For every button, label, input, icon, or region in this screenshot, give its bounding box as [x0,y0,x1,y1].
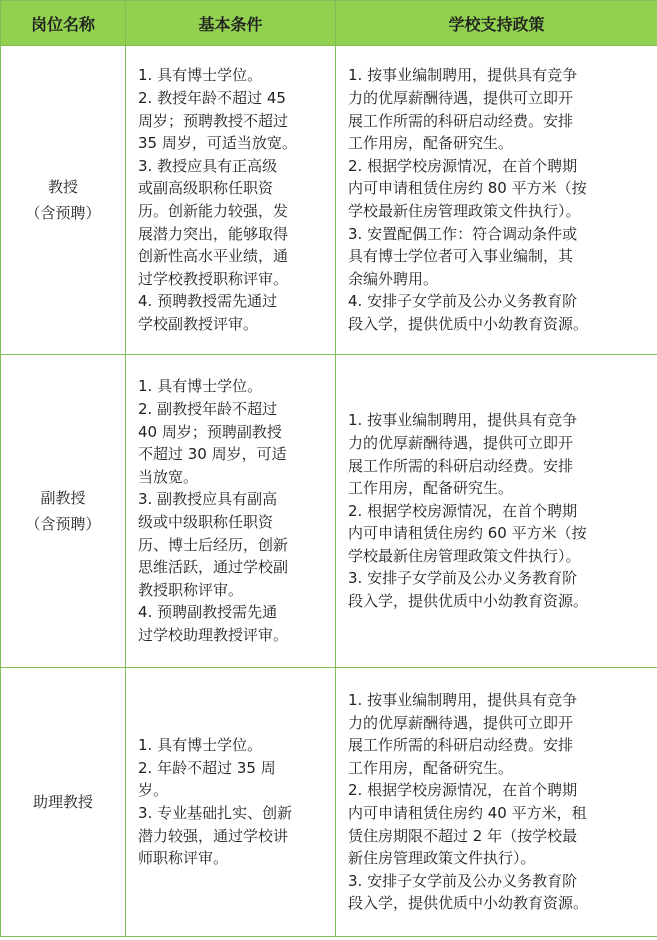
table-row [1,668,657,937]
table-row [1,355,657,668]
policies-line: 内可申请租赁住房约 60 平方米（按 [348,524,587,543]
conditions-line: 3. 教授应具有正高级 [138,156,278,175]
conditions-line: 历、博士后经历，创新 [138,535,289,554]
policies-line: 工作用房，配备研究生。 [348,479,514,498]
policies-line: 力的优厚薪酬待遇，提供可立即开 [348,433,574,452]
policies-line: 具有博士学位者可入事业编制，其 [348,247,574,266]
policies-cell [336,355,657,668]
conditions-line: 3. 副教授应具有副高 [138,490,278,509]
conditions-line: 3. 专业基础扎实、创新 [138,804,293,822]
policies-line: 内可申请租赁住房约 80 平方米（按 [348,179,587,198]
conditions-line: 潜力较强，通过学校讲 [138,826,289,845]
table-header-row [1,1,657,46]
conditions-line: 4. 预聘副教授需先通 [138,603,278,622]
conditions-line: 40 周岁；预聘副教授 [138,422,282,441]
policies-line: 内可申请租赁住房约 40 平方米，租 [348,804,587,822]
conditions-line: 或副高级职称任职资 [138,179,274,198]
conditions-line: 级或中级职称任职资 [138,513,274,531]
policies-line: 段入学，提供优质中小幼教育资源。 [348,894,589,913]
conditions-line: 过学校助理教授评审。 [138,625,289,644]
conditions-cell [126,46,336,355]
header-support-policies: 学校支持政策 [336,1,657,46]
policies-line: 段入学，提供优质中小幼教育资源。 [348,592,589,611]
conditions-line: 教授职称评审。 [138,580,244,599]
policies-line: 段入学，提供优质中小幼教育资源。 [348,314,589,333]
position-name-line: （含预聘） [25,204,101,222]
conditions-cell [126,668,336,937]
conditions-line: 历。创新能力较强，发 [138,202,289,220]
position-name-cell [1,46,126,355]
policies-line: 力的优厚薪酬待遇，提供可立即开 [348,89,574,108]
policies-cell [336,46,657,355]
policies-line: 展工作所需的科研启动经费。安排 [348,736,574,755]
conditions-line: 1. 具有博士学位。 [138,377,263,396]
policies-line: 展工作所需的科研启动经费。安排 [348,111,574,130]
conditions-line: 1. 具有博士学位。 [138,736,263,755]
conditions-line: 4. 预聘教授需先通过 [138,292,278,311]
policies-line: 1. 按事业编制聘用，提供具有竞争 [348,691,578,710]
conditions-line: 师职称评审。 [138,849,229,868]
conditions-line: 周岁；预聘教授不超过 [138,111,289,130]
policies-line: 力的优厚薪酬待遇，提供可立即开 [348,713,574,732]
policies-line: 学校最新住房管理政策文件执行）。 [348,202,581,220]
conditions-line: 当放宽。 [138,467,199,486]
policies-line: 4. 安排子女学前及公办义务教育阶 [348,292,578,311]
policies-line: 新住房管理政策文件执行）。 [348,849,536,868]
conditions-line: 展潜力突出，能够取得 [138,224,289,243]
conditions-line: 35 周岁，可适当放宽。 [138,134,297,153]
conditions-line: 学校副教授评审。 [138,314,259,333]
position-name-cell [1,355,126,668]
policies-cell [336,668,657,937]
position-name-line: 教授 [47,178,78,196]
policies-line: 2. 根据学校房源情况，在首个聘期 [348,781,578,800]
conditions-cell [126,355,336,668]
policies-line: 学校最新住房管理政策文件执行）。 [348,546,581,565]
conditions-line: 岁。 [138,781,169,800]
conditions-line: 过学校教授职称评审。 [138,269,289,288]
policies-line: 赁住房期限不超过 2 年（按学校最 [348,826,578,845]
policies-line: 余编外聘用。 [348,269,439,288]
policies-line: 3. 安置配偶工作：符合调动条件或 [348,224,578,243]
policies-line: 3. 安排子女学前及公办义务教育阶 [348,871,578,890]
position-name-line: 助理教授 [32,793,93,811]
conditions-line: 2. 教授年龄不超过 45 [138,89,286,108]
conditions-line: 2. 年龄不超过 35 周 [138,758,276,777]
position-name-line: （含预聘） [25,515,101,533]
conditions-line: 创新性高水平业绩，通 [138,247,289,266]
header-position-name: 岗位名称 [1,1,126,46]
conditions-line: 2. 副教授年龄不超过 [138,400,278,419]
position-name-line: 副教授 [40,489,86,507]
conditions-line: 不超过 30 周岁，可适 [138,445,287,464]
position-name-cell [1,668,126,937]
policies-line: 3. 安排子女学前及公办义务教育阶 [348,569,578,588]
header-basic-conditions: 基本条件 [126,1,336,46]
policies-line: 工作用房，配备研究生。 [348,134,514,153]
policies-line: 2. 根据学校房源情况，在首个聘期 [348,156,578,175]
policies-line: 展工作所需的科研启动经费。安排 [348,456,574,475]
policies-line: 2. 根据学校房源情况，在首个聘期 [348,501,578,520]
conditions-line: 思维活跃，通过学校副 [138,558,289,577]
conditions-line: 1. 具有博士学位。 [138,66,263,85]
policies-line: 1. 按事业编制聘用，提供具有竞争 [348,411,578,430]
policies-line: 1. 按事业编制聘用，提供具有竞争 [348,66,578,85]
policies-line: 工作用房，配备研究生。 [348,758,514,777]
table-row [1,46,657,355]
